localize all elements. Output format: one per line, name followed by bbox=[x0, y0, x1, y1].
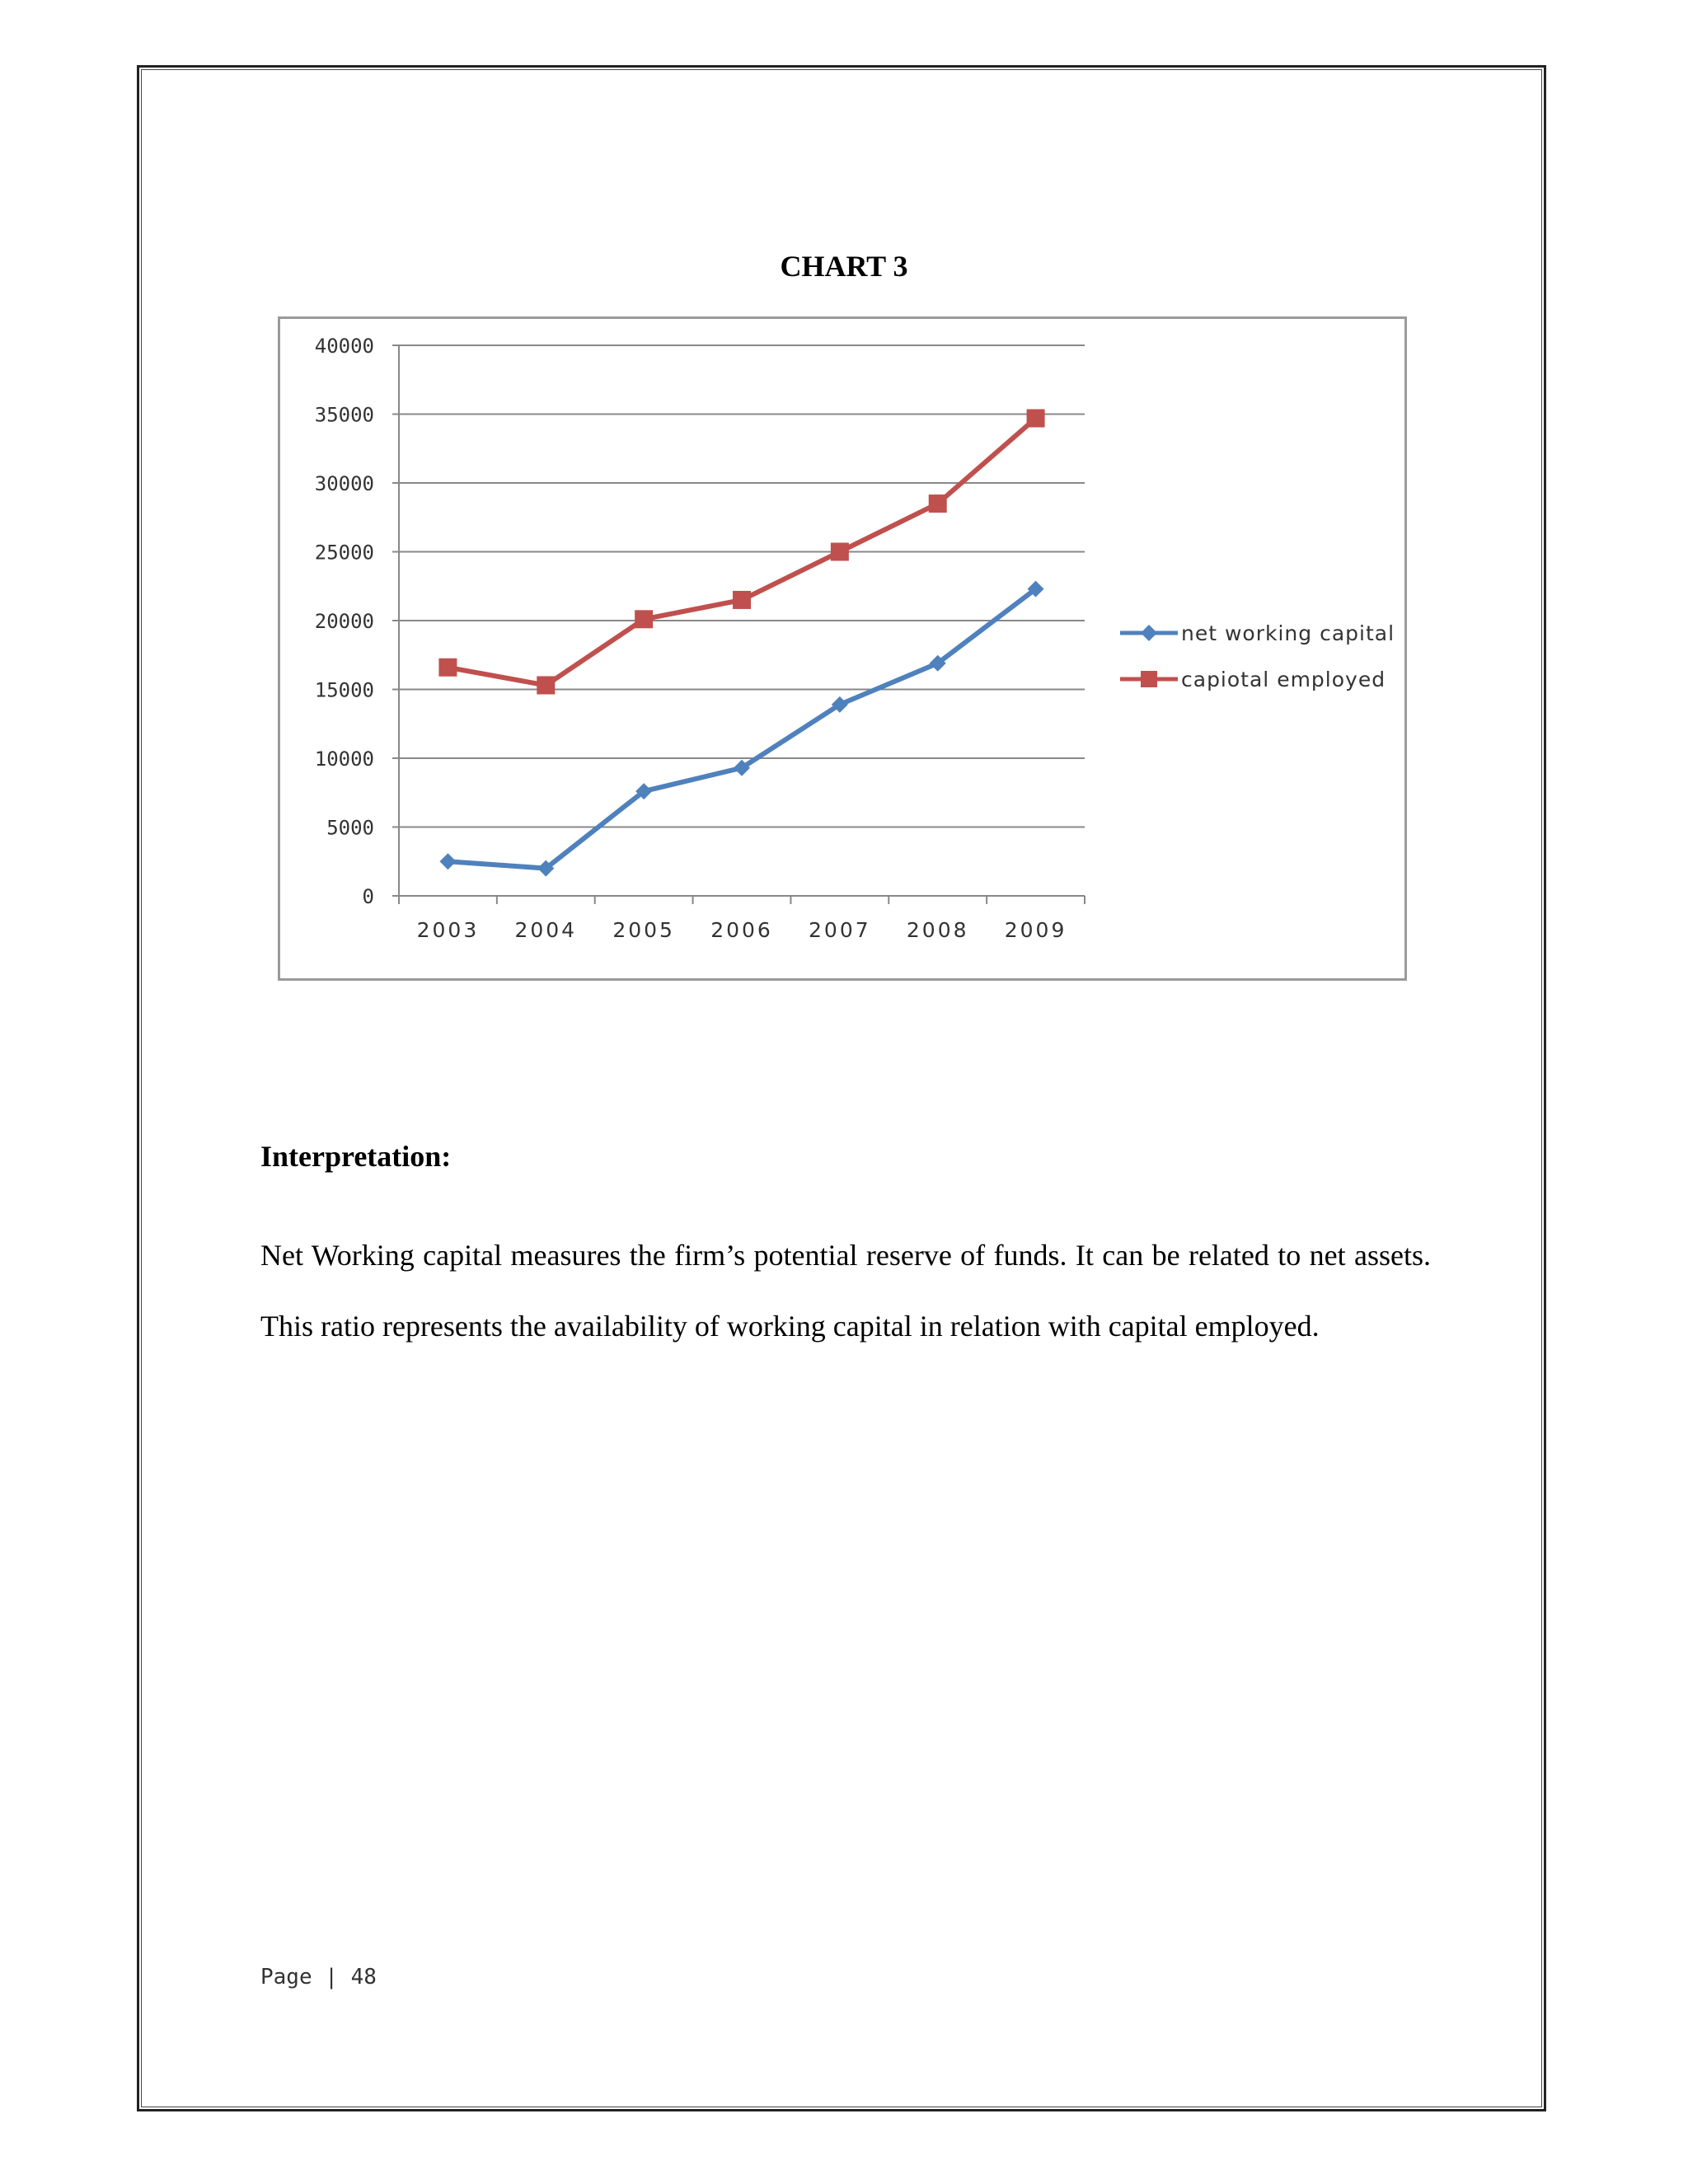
y-tick-label: 40000 bbox=[314, 335, 374, 358]
legend-label-net-working-capital: net working capital bbox=[1181, 621, 1395, 645]
y-tick-label: 15000 bbox=[314, 678, 374, 702]
x-tick-label: 2003 bbox=[416, 918, 480, 942]
data-point-square bbox=[635, 610, 653, 628]
interpretation-heading: Interpretation: bbox=[260, 1140, 452, 1173]
x-tick-label: 2007 bbox=[809, 918, 871, 942]
data-point-square bbox=[537, 676, 555, 694]
legend-swatch-square-icon bbox=[1120, 667, 1178, 691]
x-tick-label: 2008 bbox=[906, 918, 969, 942]
x-tick-label: 2005 bbox=[612, 918, 675, 942]
x-tick-label: 2009 bbox=[1004, 918, 1067, 942]
data-point-diamond bbox=[439, 853, 456, 869]
data-point-square bbox=[1027, 410, 1045, 428]
chart-legend bbox=[1120, 610, 1395, 702]
y-tick-label: 30000 bbox=[314, 472, 374, 495]
y-tick-label: 35000 bbox=[314, 403, 374, 427]
legend-item-capital-employed bbox=[1120, 656, 1395, 702]
chart-title: CHART 3 bbox=[780, 250, 908, 283]
y-tick-label: 10000 bbox=[314, 748, 374, 771]
data-point-square bbox=[733, 591, 751, 609]
page-number-footer: Page | 48 bbox=[260, 1965, 377, 1990]
y-tick-label: 5000 bbox=[326, 816, 374, 840]
y-tick-label: 20000 bbox=[314, 610, 374, 633]
data-point-square bbox=[438, 658, 457, 677]
legend-item-net-working-capital bbox=[1120, 610, 1395, 656]
y-tick-label: 25000 bbox=[314, 541, 374, 565]
legend-label-capital-employed: capiotal employed bbox=[1181, 667, 1386, 691]
y-tick-label: 0 bbox=[362, 885, 374, 908]
data-point-square bbox=[831, 543, 849, 561]
interpretation-paragraph: Net Working capital measures the firm’s potential reserve of funds. It can be related to net assets. This ratio represents the availability of working capital in relation with capital employed. bbox=[260, 1239, 1431, 1343]
x-tick-label: 2004 bbox=[514, 918, 578, 942]
data-point-square bbox=[929, 494, 947, 513]
legend-swatch-diamond-icon bbox=[1120, 621, 1178, 645]
x-tick-label: 2006 bbox=[710, 918, 773, 942]
